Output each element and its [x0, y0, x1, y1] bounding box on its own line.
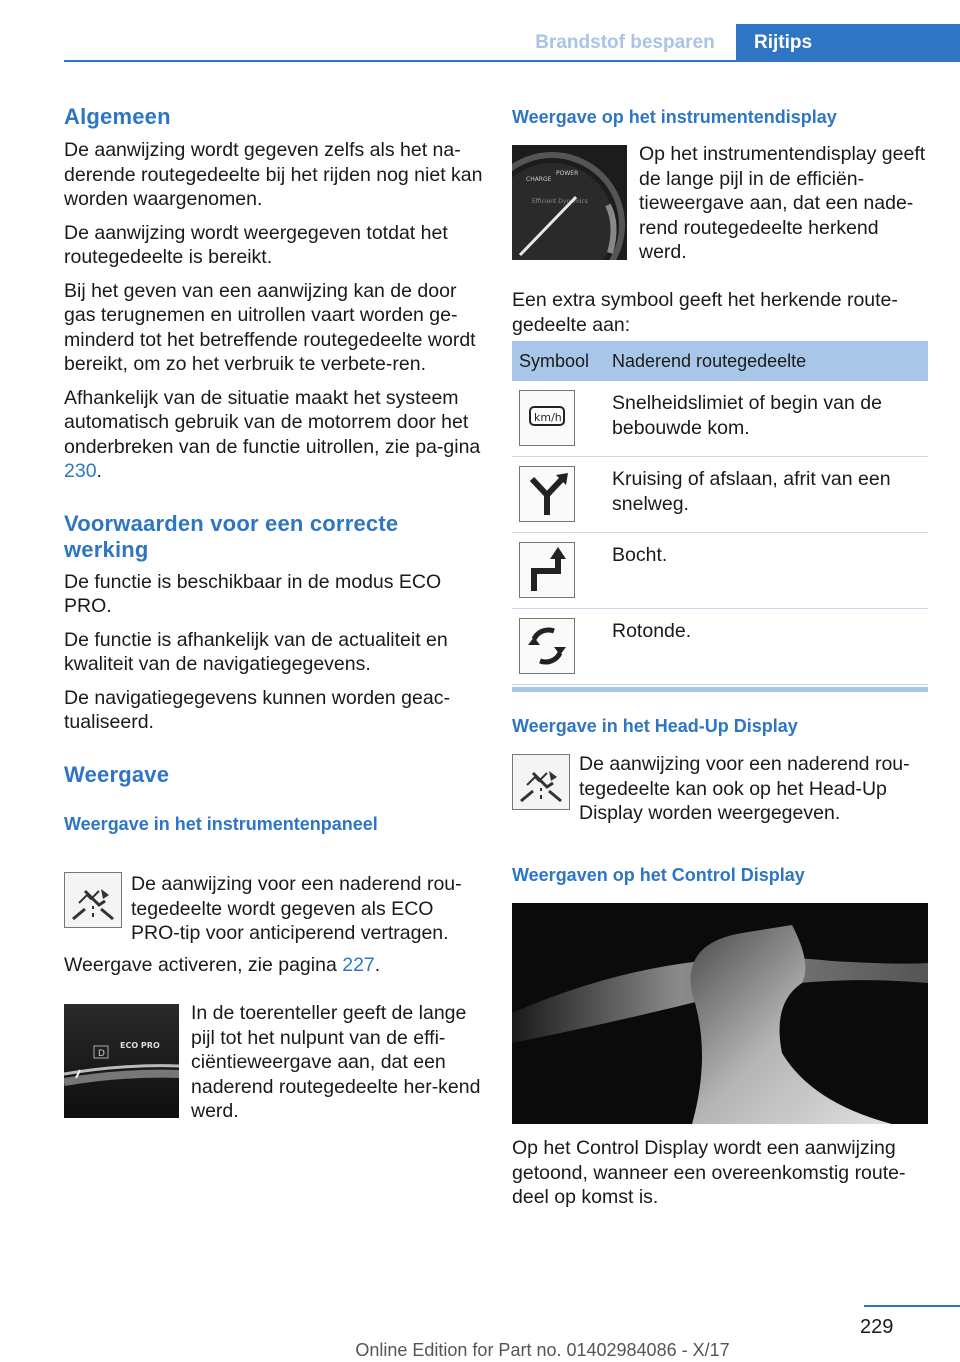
charge-label: CHARGE	[526, 176, 552, 183]
table-row	[512, 609, 928, 685]
table-cell: Rotonde.	[612, 620, 692, 642]
table-header-symbol: Symbool	[519, 350, 590, 371]
page-link-227[interactable]: 227	[342, 954, 375, 976]
table-row	[512, 381, 928, 457]
heading-control-display: Weergaven op het Control Display	[512, 865, 805, 885]
paragraph: Bij het geven van een aanwijzing kan de door gas terugnemen en uitrollen vaart worden ge-minderd tot het betreffende routegedeelte wordt bereikt, om zo het verbruik te verbete-ren.	[64, 279, 476, 375]
paragraph: In de toerenteller geeft de lange pijl tot het nulpunt van de effi-ciëntieweergave aan, dat een naderend routegedeelte her-kend werd.	[191, 1002, 481, 1122]
power-label: POWER	[556, 170, 579, 177]
header-tab: Rijtips	[736, 24, 960, 62]
header-rule	[64, 60, 960, 62]
heading-weergave: Weergave	[64, 761, 170, 787]
table-cell: Snelheidslimiet of begin van de bebouwde kom.	[612, 392, 882, 439]
heading-algemeen: Algemeen	[64, 104, 171, 129]
paragraph: De aanwijzing voor een naderend rou-tegedeelte kan ook op het Head-Up Display worden weergegeven.	[579, 753, 910, 824]
junction-icon	[519, 466, 575, 522]
tachometer-eco-pro-image	[64, 1004, 179, 1118]
paragraph: Op het Control Display wordt een aanwijzing getoond, wanneer een overeenkomstig route-deel op komst is.	[512, 1137, 906, 1208]
hud-notice-icon	[64, 872, 122, 928]
paragraph: De functie is beschikbaar in de modus ECO PRO.	[64, 570, 442, 617]
paragraph: De navigatiegegevens kunnen worden geac-tualiseerd.	[64, 686, 450, 733]
table-cell: Kruising of afslaan, afrit van een snelweg.	[612, 468, 891, 515]
symbol-table	[512, 341, 928, 692]
footer-rule	[864, 1305, 960, 1307]
left-column	[64, 104, 484, 836]
heading-instrumentenpaneel: Weergave in het instrumentenpaneel	[64, 813, 378, 834]
paragraph: Weergave activeren, zie pagina 227.	[64, 954, 381, 976]
page-link-230[interactable]: 230	[64, 460, 97, 482]
paragraph: De aanwijzing wordt gegeven zelfs als het na-derende routegedeelte bij het rijden nog niet kan worden waargenomen.	[64, 139, 483, 210]
hud-notice-icon	[512, 754, 570, 810]
page-number: 229	[860, 1316, 894, 1338]
curve-icon	[519, 542, 575, 598]
heading-voorwaarden: Voorwaarden voor een correcte werking	[64, 510, 399, 562]
paragraph: De aanwijzing wordt weergegeven totdat het routegedeelte is bereikt.	[64, 221, 448, 268]
control-display-road-image	[512, 903, 928, 1124]
heading-instrumentendisplay: Weergave op het instrumentendisplay	[512, 107, 837, 127]
paragraph: De functie is afhankelijk van de actualiteit en kwaliteit van de navigatiegegevens.	[64, 628, 448, 675]
table-row	[512, 457, 928, 533]
table-header-route: Naderend routegedeelte	[612, 350, 807, 371]
header-section-title: Brandstof besparen	[535, 32, 715, 53]
table-cell: Bocht.	[612, 544, 668, 566]
paragraph: Op het instrumentendisplay geeft de lange pijl in de efficiën-tieweergave aan, dat een nade-rend routegedeelte herkend werd.	[639, 143, 926, 263]
speed-limit-icon	[519, 390, 575, 446]
table-row	[512, 533, 928, 609]
speed-limit-label: km/h	[534, 411, 562, 424]
paragraph: Afhankelijk van de situatie maakt het systeem automatisch gebruik van de motorrem door het onderbreken van de functie uitrollen, zie pa-gina 230.	[64, 386, 481, 482]
eco-pro-label: ECO PRO	[120, 1041, 160, 1050]
footer-edition: Online Edition for Part no. 01402984086 - X/17	[355, 1340, 730, 1360]
efficient-label: Efficient Dynamics	[532, 198, 588, 205]
paragraph: De aanwijzing voor een naderend rou-tegedeelte wordt gegeven als ECO PRO-tip voor anticiperend vertragen.	[131, 873, 462, 944]
heading-head-up-display: Weergave in het Head-Up Display	[512, 716, 798, 736]
paragraph: Een extra symbool geeft het herkende route-gedeelte aan:	[512, 289, 898, 336]
gear-label: D	[98, 1049, 105, 1059]
table-header	[512, 341, 928, 381]
roundabout-icon	[519, 618, 575, 674]
instrument-display-image	[512, 145, 627, 260]
table-end-rule	[512, 687, 928, 692]
